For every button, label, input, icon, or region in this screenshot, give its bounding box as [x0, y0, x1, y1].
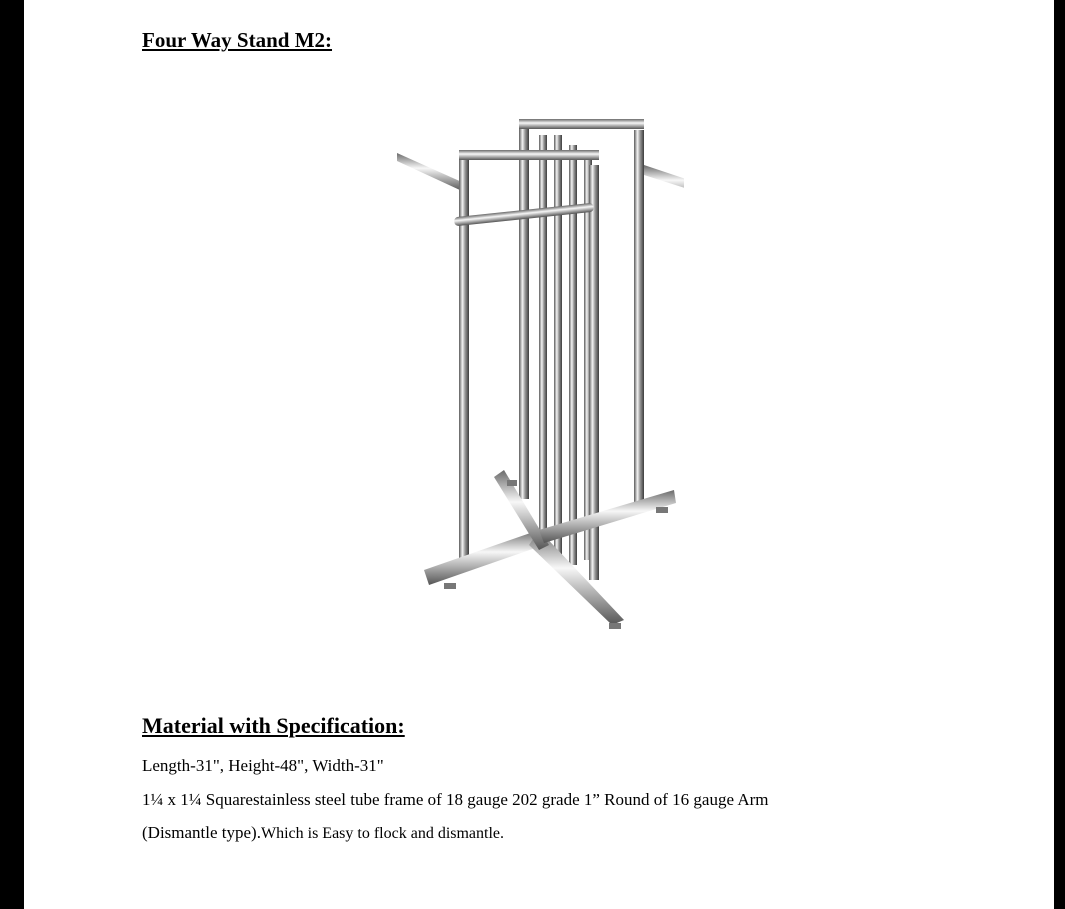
dimensions-text: Length-31", Height-48", Width-31" [142, 756, 384, 775]
easy-dismantle-text: Which is Easy to flock and dismantle. [260, 825, 505, 842]
material-text: 1¼ x 1¼ Squarestainless steel tube frame of 18 gauge 202 grade 1” Round of 16 gauge Arm [142, 790, 769, 809]
material-spec-heading: Material with Specification: [142, 713, 405, 738]
document-page [24, 0, 1054, 909]
stand-figure [364, 105, 684, 645]
dismantle-text [142, 823, 504, 843]
dismantle-type-text: (Dismantle type). [142, 823, 261, 842]
page-title: Four Way Stand M2: [142, 28, 333, 52]
four-way-stand-photo [364, 105, 684, 645]
